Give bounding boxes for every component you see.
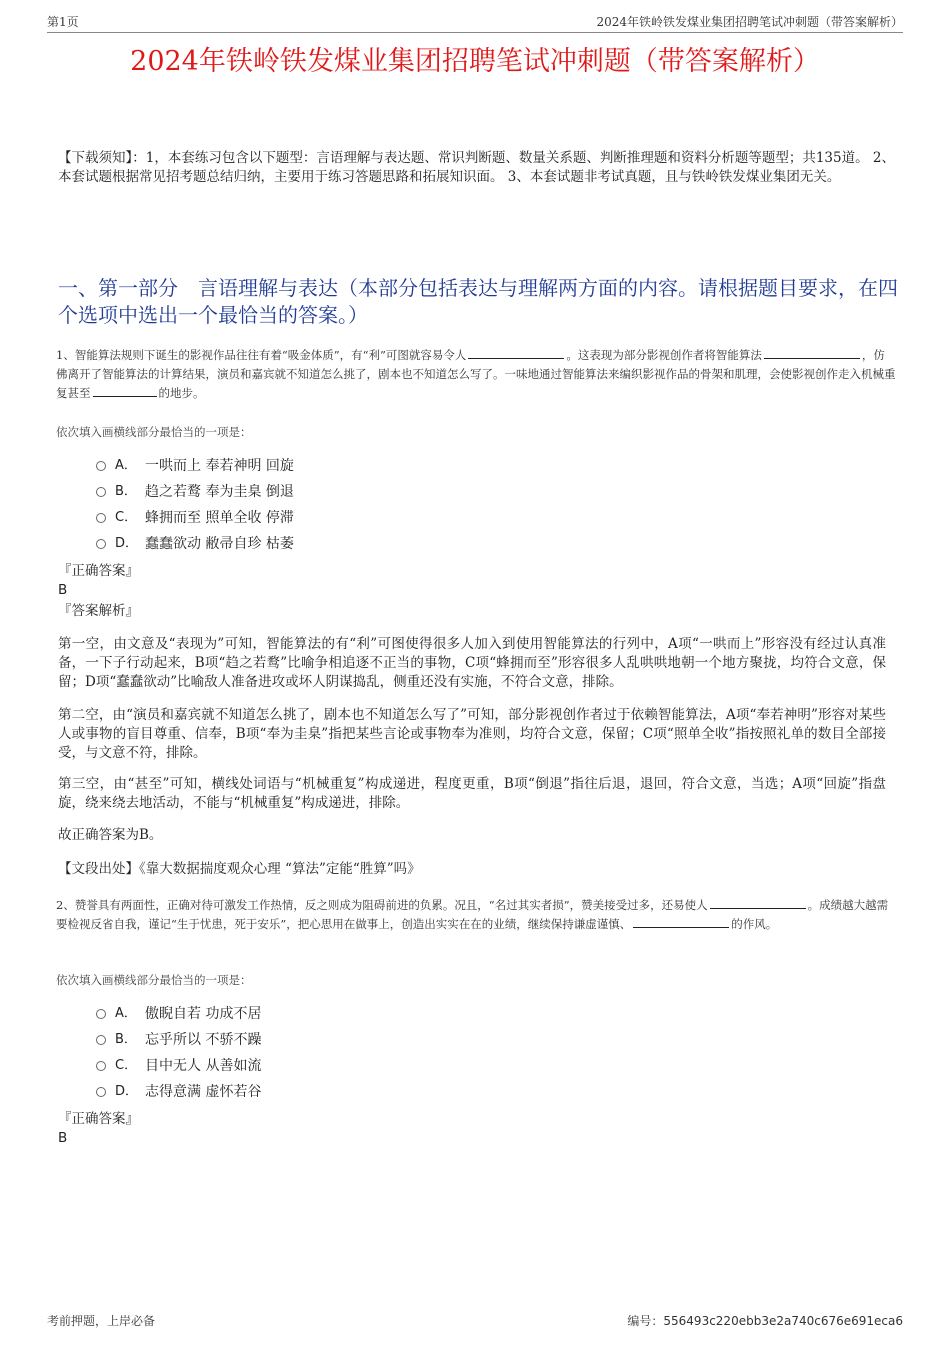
option-letter: C． bbox=[115, 510, 138, 525]
page-number: 第1页 bbox=[47, 15, 79, 29]
footer-code-label: 编号： bbox=[627, 1314, 664, 1328]
question-1-part-2: 。这表现为部分影视创作者将智能算法 bbox=[566, 348, 762, 362]
radio-button[interactable] bbox=[96, 461, 106, 471]
analysis-paragraph: 第一空，由文意及“表现为”可知，智能算法的有“利”可图使得很多人加入到使用智能算法的行列中，A项“一哄而上”形容没有经过认真准备，一下子行动起来，B项“趋之若鹜”比喻争相追逐不正当的事物，C项“蜂拥而至”形容很多人乱哄哄地朝一个地方聚拢，均符合文意，保留；D项“蠢蠢欲动”比喻敌人准备进攻或坏人阴谋捣乱，侧重还没有实施，不符合文意，排除。 bbox=[58, 636, 886, 690]
question-2-instruction: 依次填入画横线部分最恰当的一项是： bbox=[56, 973, 252, 987]
option-letter: D． bbox=[115, 536, 139, 551]
question-1-part-1: 1、智能算法规则下诞生的影视作品往往有着“吸金体质”，有“利”可图就容易令人 bbox=[56, 348, 467, 362]
footer-code-value: 556493c220ebb3e2a740c676e691eca6 bbox=[663, 1314, 903, 1328]
option-text: 目中无人 从善如流 bbox=[145, 1058, 262, 1074]
option-letter: B． bbox=[115, 484, 137, 499]
download-notice: 【下载须知】：1，本套练习包含以下题型：言语理解与表达题、常识判断题、数量关系题、判断推理题和资料分析题等题型；共135道。 2、本套试题根据常见招考题总结归纳，主要用于练习答题思路和拓展知识面。 3、本套试题非考试真题，且与铁岭铁发煤业集团无关。 bbox=[58, 150, 895, 185]
radio-button[interactable] bbox=[96, 1087, 106, 1097]
option-a[interactable] bbox=[96, 1001, 596, 1027]
blank-line bbox=[764, 346, 860, 359]
option-letter: B． bbox=[115, 1032, 137, 1047]
question-1-options bbox=[96, 453, 596, 557]
option-b[interactable] bbox=[96, 1027, 596, 1053]
question-1-part-4: 的地步。 bbox=[158, 386, 205, 400]
option-letter: C． bbox=[115, 1058, 138, 1073]
document-title: 2024年铁岭铁发煤业集团招聘笔试冲刺题（带答案解析） bbox=[130, 46, 820, 77]
question-2-part-3: 的作风。 bbox=[731, 917, 778, 931]
question-1-instruction: 依次填入画横线部分最恰当的一项是： bbox=[56, 425, 252, 439]
blank-line bbox=[468, 346, 564, 359]
option-letter: D． bbox=[115, 1084, 139, 1099]
correct-answer-label: 『正确答案』 bbox=[58, 1111, 139, 1127]
radio-button[interactable] bbox=[96, 1061, 106, 1071]
footer-slogan: 考前押题，上岸必备 bbox=[47, 1314, 156, 1328]
option-letter: A． bbox=[115, 458, 137, 473]
section-heading: 一、第一部分 言语理解与表达（本部分包括表达与理解两方面的内容。请根据题目要求，在四个选项中选出一个最恰当的答案。） bbox=[58, 276, 898, 327]
correct-answer-label: 『正确答案』 bbox=[58, 563, 139, 579]
option-text: 傲睨自若 功成不居 bbox=[145, 1006, 262, 1022]
option-letter: A． bbox=[115, 1006, 137, 1021]
option-d[interactable] bbox=[96, 1079, 596, 1105]
question-2-options bbox=[96, 1001, 596, 1105]
option-text: 蠢蠢欲动 敝帚自珍 枯萎 bbox=[145, 536, 294, 552]
running-title: 2024年铁岭铁发煤业集团招聘笔试冲刺题（带答案解析） bbox=[596, 15, 903, 29]
blank-line bbox=[633, 915, 729, 928]
question-2-text bbox=[56, 896, 896, 934]
option-c[interactable] bbox=[96, 1053, 596, 1079]
footer-code bbox=[627, 1313, 903, 1329]
question-2-part-2: 。成绩越大越需要检视反省自我，谨记“生于忧患，死于安乐”，把心思用在做事上，创造出实实在在的业绩，继续保持谦虚谨慎、 bbox=[56, 898, 889, 931]
question-2-part-1: 2、赞誉具有两面性，正确对待可激发工作热情，反之则成为阻碍前进的负累。况且，“名过其实者损”，赞美接受过多，还易使人 bbox=[56, 898, 708, 912]
option-b[interactable] bbox=[96, 479, 596, 505]
analysis-paragraph: 第三空，由“甚至”可知，横线处词语与“机械重复”构成递进，程度更重，B项“倒退”指往后退，退回，符合文意，当选；A项“回旋”指盘旋，绕来绕去地活动，不能与“机械重复”构成递进，排除。 bbox=[58, 776, 886, 811]
blank-line bbox=[710, 896, 806, 909]
question-1-text bbox=[56, 346, 896, 403]
radio-button[interactable] bbox=[96, 1035, 106, 1045]
correct-answer-value: B bbox=[58, 582, 68, 598]
correct-answer-value: B bbox=[58, 1130, 68, 1146]
option-text: 忘乎所以 不骄不躁 bbox=[145, 1032, 262, 1048]
radio-button[interactable] bbox=[96, 487, 106, 497]
radio-button[interactable] bbox=[96, 1009, 106, 1019]
radio-button[interactable] bbox=[96, 513, 106, 523]
analysis-label: 『答案解析』 bbox=[58, 603, 139, 619]
option-c[interactable] bbox=[96, 505, 596, 531]
analysis-conclusion: 故正确答案为B。 bbox=[58, 827, 163, 843]
option-text: 志得意满 虚怀若谷 bbox=[145, 1084, 262, 1100]
page-header bbox=[47, 14, 903, 33]
analysis-paragraph: 第二空，由“演员和嘉宾就不知道怎么挑了，剧本也不知道怎么写了”可知，部分影视创作者过于依赖智能算法，A项“奉若神明”形容对某些人或事物的盲目尊重、信奉，B项“奉为圭臬”指把某些言论或事物奉为准则，均符合文意，保留；C项“照单全收”指按照礼单的数目全部接受，与文意不符，排除。 bbox=[58, 707, 886, 761]
question-1-part-3: ，仿佛离开了智能算法的计算结果，演员和嘉宾就不知道怎么挑了，剧本也不知道怎么写了。一味地通过智能算法来编织影视作品的骨架和肌理，会使影视创作走入机械重复甚至 bbox=[56, 348, 896, 400]
option-text: 蜂拥而至 照单全收 停滞 bbox=[145, 510, 294, 526]
radio-button[interactable] bbox=[96, 539, 106, 549]
option-d[interactable] bbox=[96, 531, 596, 557]
option-a[interactable] bbox=[96, 453, 596, 479]
option-text: 趋之若鹜 奉为圭臬 倒退 bbox=[145, 484, 294, 500]
blank-line bbox=[93, 384, 157, 397]
passage-source: 【文段出处】《靠大数据揣度观众心理 “算法”定能“胜算”吗》 bbox=[58, 861, 421, 877]
option-text: 一哄而上 奉若神明 回旋 bbox=[145, 458, 294, 474]
